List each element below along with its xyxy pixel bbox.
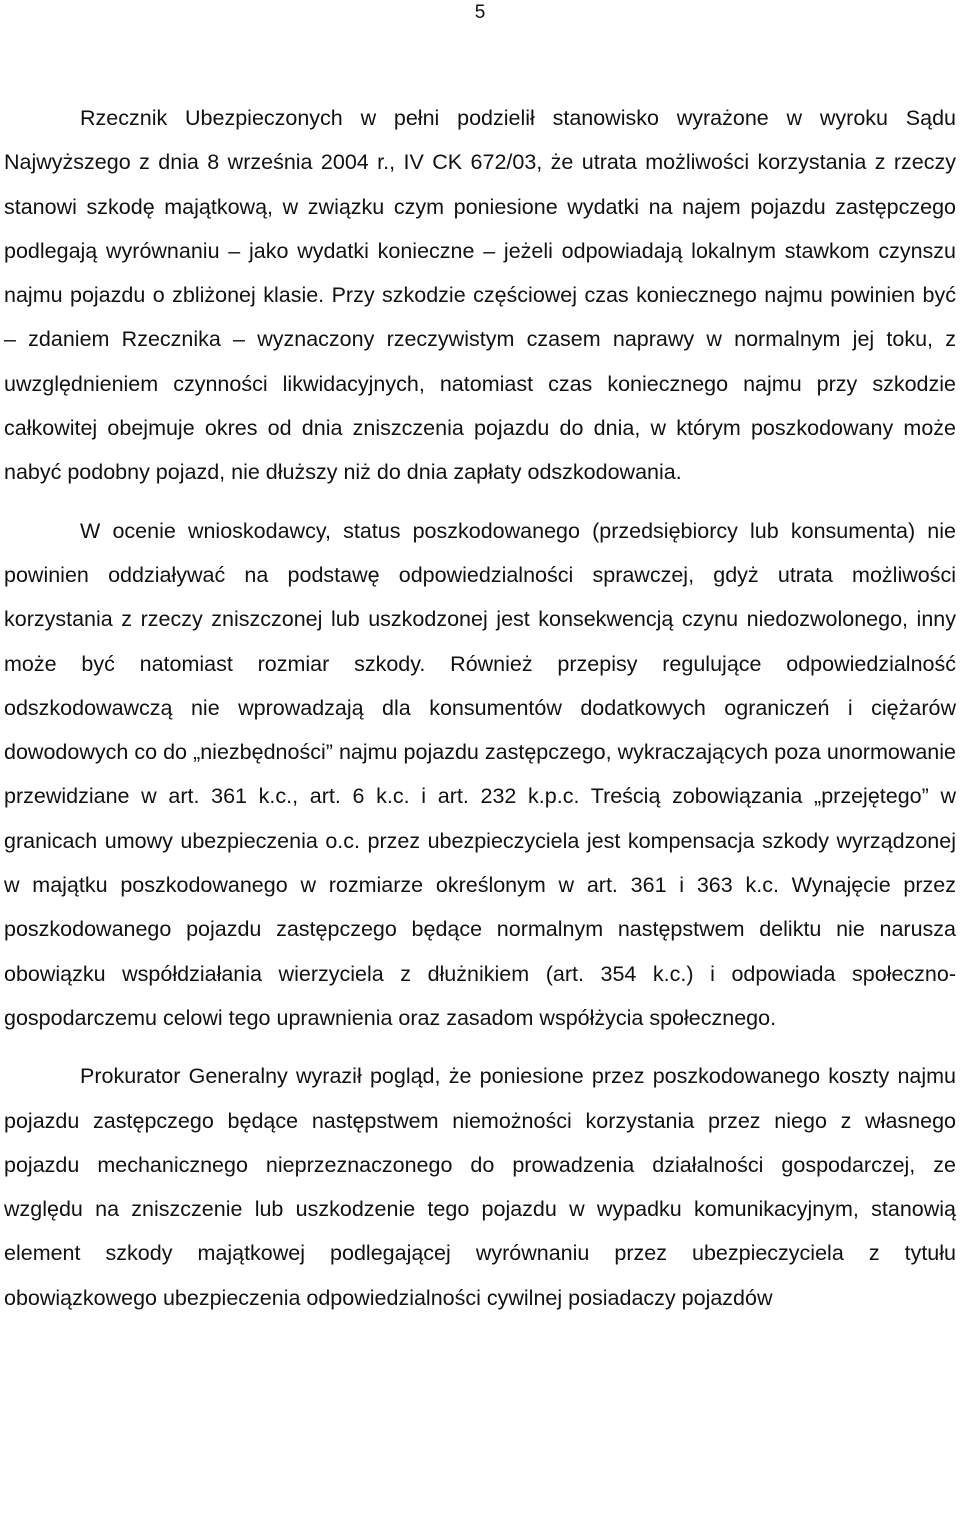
paragraph-prosecutor-general-view: Prokurator Generalny wyraził pogląd, że poniesione przez poszkodowanego koszty najmu pojazdu zastępczego będące następstwem niemożności korzystania przez niego z własnego pojazdu mechanicznego nieprzeznaczonego do prowadzenia działalności gospodarczej, ze względu na zniszczenie lub uszkodzenie tego pojazdu w wypadku komunikacyjnym, stanowią element szkody majątkowej podlegającej wyrównaniu przez ubezpieczyciela z tytułu obowiązkowego ubezpieczenia odpowiedzialności cywilnej posiadaczy pojazdów (4, 1064, 956, 1310)
body-text (4, 96, 956, 1320)
page-number: 5 (474, 2, 486, 23)
paragraph-ombudsman-position: Rzecznik Ubezpieczonych w pełni podzielił stanowisko wyrażone w wyroku Sądu Najwyższego z dnia 8 września 2004 r., IV CK 672/03, że utrata możliwości korzystania z rzeczy stanowi szkodę majątkową, w związku czym poniesione wydatki na najem pojazdu zastępczego podlegają wyrównaniu – jako wydatki konieczne – jeżeli odpowiadają lokalnym stawkom czynszu najmu pojazdu o zbliżonej klasie. Przy szkodzie częściowej czas koniecznego najmu powinien być – zdaniem Rzecznika – wyznaczony rzeczywistym czasem naprawy w normalnym jej toku, z uwzględnieniem czynności likwidacyjnych, natomiast czas koniecznego najmu przy szkodzie całkowitej obejmuje okres od dnia zniszczenia pojazdu do dnia, w którym poszkodowany może nabyć podobny pojazd, nie dłuższy niż do dnia zapłaty odszkodowania. (4, 106, 956, 485)
paragraph-applicant-opinion: W ocenie wnioskodawcy, status poszkodowanego (przedsiębiorcy lub konsumenta) nie powinien oddziaływać na podstawę odpowiedzialności sprawczej, gdyż utrata możliwości korzystania z rzeczy zniszczonej lub uszkodzonej jest konsekwencją czynu niedozwolonego, inny może być natomiast rozmiar szkody. Również przepisy regulujące odpowiedzialność odszkodowawczą nie wprowadzają dla konsumentów dodatkowych ograniczeń i ciężarów dowodowych co do „niezbędności” najmu pojazdu zastępczego, wykraczających poza unormowanie przewidziane w art. 361 k.c., art. 6 k.c. i art. 232 k.p.c. Treścią zobowiązania „przejętego” w granicach umowy ubezpieczenia o.c. przez ubezpieczyciela jest kompensacja szkody wyrządzonej w majątku poszkodowanego w rozmiarze określonym w art. 361 i 363 k.c. Wynajęcie przez poszkodowanego pojazdu zastępczego będące normalnym następstwem deliktu nie narusza obowiązku współdziałania wierzyciela z dłużnikiem (art. 354 k.c.) i odpowiada społeczno-gospodarczemu celowi tego uprawnienia oraz zasadom współżycia społecznego. (4, 518, 956, 1030)
